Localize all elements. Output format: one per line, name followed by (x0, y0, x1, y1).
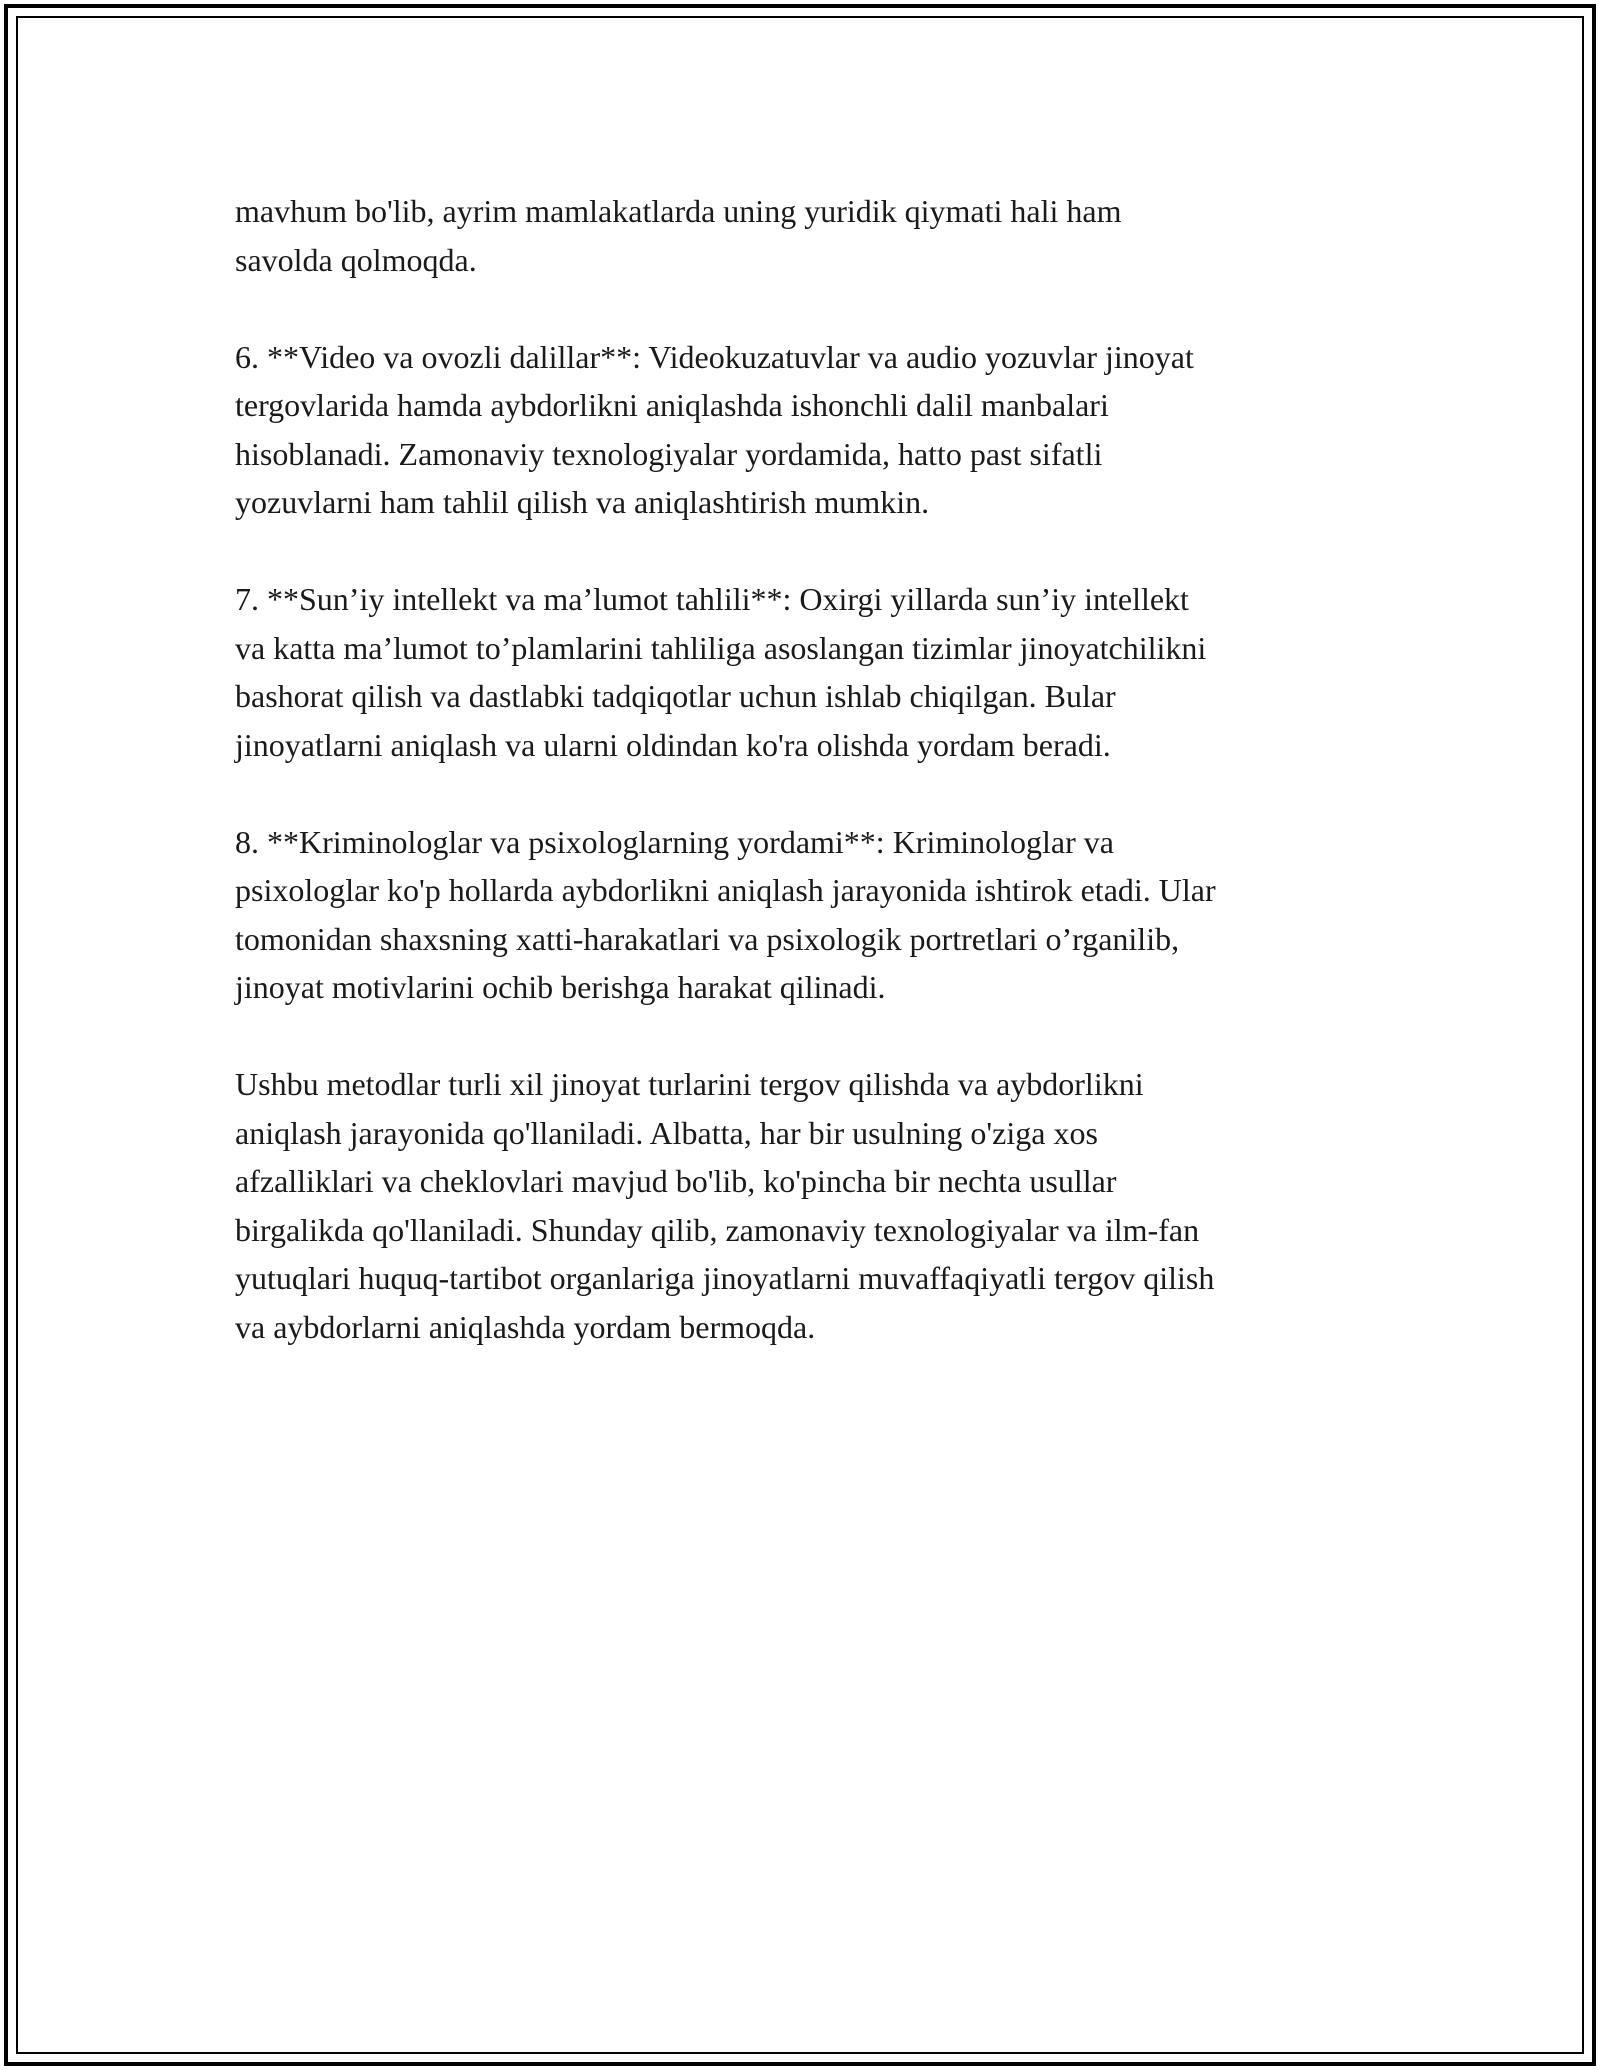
paragraph-continuation: mavhum bo'lib, ayrim mamlakatlarda uning yuridik qiymati hali ham savolda qolmoqda. (235, 193, 1122, 278)
paragraph-conclusion: Ushbu metodlar turli xil jinoyat turlarini tergov qilishda va aybdorlikni aniqlash jarayonida qo'llaniladi. Albatta, har bir usulning o'ziga xos afzalliklari va cheklovlari mavjud bo'lib, ko'pincha bir nechta usullar birgalikda qo'llaniladi. Shunday qilib, zamonaviy texnologiyalar va ilm-fan yutuqlari huquq-tartibot organlariga jinoyatlarni muvaffaqiyatli tergov qilish va aybdorlarni aniqlashda yordam bermoqda. (235, 1066, 1215, 1345)
paragraph-item-6-video-evidence: 6. **Video va ovozli dalillar**: Videokuzatuvlar va audio yozuvlar jinoyat tergovlarida hamda aybdorlikni aniqlashda ishonchli dalil manbalari hisoblanadi. Zamonaviy texnologiyalar yordamida, hatto past sifatli yozuvlarni ham tahlil qilish va aniqlashtirish mumkin. (235, 338, 1194, 520)
paragraph-item-8-criminologists: 8. **Kriminologlar va psixologlarning yordami**: Kriminologlar va psixologlar ko'p hollarda aybdorlikni aniqlash jarayonida ishtirok etadi. Ular tomonidan shaxsning xatti-harakatlari va psixologik portretlari o’rganilib, jinoyat motivlarini ochib berishga harakat qilinadi. (235, 823, 1216, 1005)
paragraph-item-7-ai-analysis: 7. **Sun’iy intellekt va ma’lumot tahlili**: Oxirgi yillarda sun’iy intellekt va katta ma’lumot to’plamlarini tahliliga asoslangan tizimlar jinoyatchilikni bashorat qilish va dastlabki tadqiqotlar uchun ishlab chiqilgan. Bular jinoyatlarni aniqlash va ularni oldindan ko'ra olishda yordam beradi. (235, 581, 1207, 763)
document-body (235, 187, 1380, 1400)
